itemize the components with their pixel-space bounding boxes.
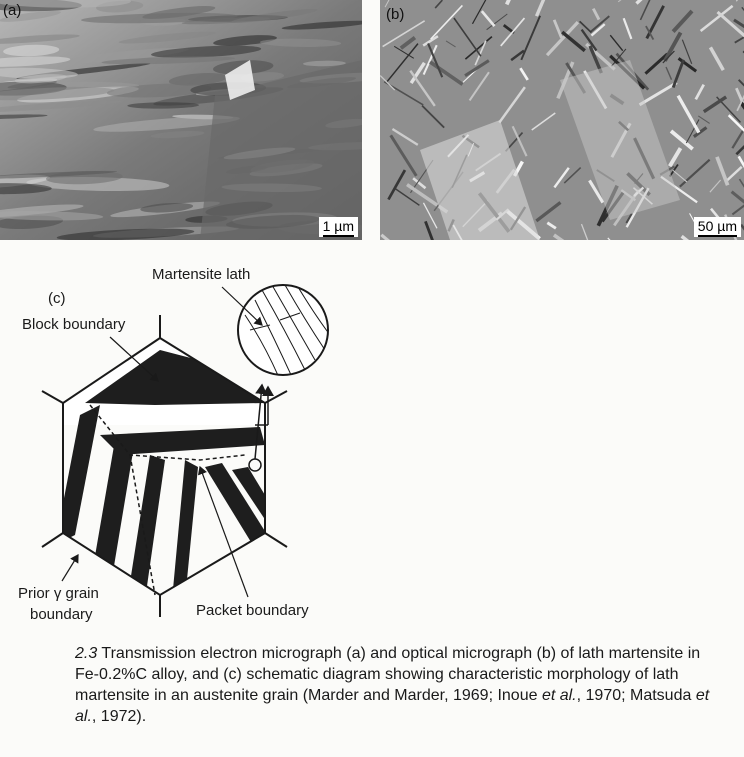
scale-bar-a	[319, 217, 358, 237]
panel-a-label: (a)	[3, 2, 22, 19]
lath-magnified-circle	[238, 285, 330, 380]
block-boundary-label: Block boundary	[22, 316, 126, 333]
scale-bar-a-text: 1 µm	[322, 218, 354, 234]
magnify-origin-circle	[249, 459, 261, 471]
caption-text-2: , 1970; Matsuda	[576, 687, 696, 704]
martensite-lath-label: Martensite lath	[152, 266, 251, 283]
tem-micrograph	[0, 0, 362, 240]
packet-boundary-label: Packet boundary	[196, 602, 309, 619]
scale-bar-b-line	[698, 235, 737, 237]
prior-grain-label-line1: Prior γ grain	[18, 585, 99, 602]
scale-bar-b	[694, 217, 741, 237]
lath-martensite-schematic	[0, 255, 400, 625]
caption-et-al-2: et al.	[75, 687, 710, 725]
optical-micrograph-texture	[380, 0, 744, 240]
caption-et-al-1: et al.	[541, 687, 577, 704]
prior-grain-label-line2: boundary	[30, 606, 93, 623]
scale-bar-b-text: 50 µm	[697, 218, 737, 234]
scale-bar-a-line	[323, 235, 354, 237]
caption-text-1: Transmission electron micrograph (a) and optical micrograph (b) of lath martensite in Fe-0.2%C alloy, and (c) schematic diagram showing characteristic morphology of lath martensite in an austenite grain (Marder and Marder, 1969; Inoue	[75, 645, 701, 704]
panel-b-label: (b)	[386, 6, 405, 23]
optical-micrograph	[380, 0, 744, 240]
panel-c-label: (c)	[48, 290, 66, 307]
figure-number: 2.3	[75, 645, 98, 662]
caption-text-3: , 1972).	[91, 708, 147, 725]
tem-micrograph-texture	[0, 0, 362, 240]
figure-caption	[75, 643, 725, 727]
